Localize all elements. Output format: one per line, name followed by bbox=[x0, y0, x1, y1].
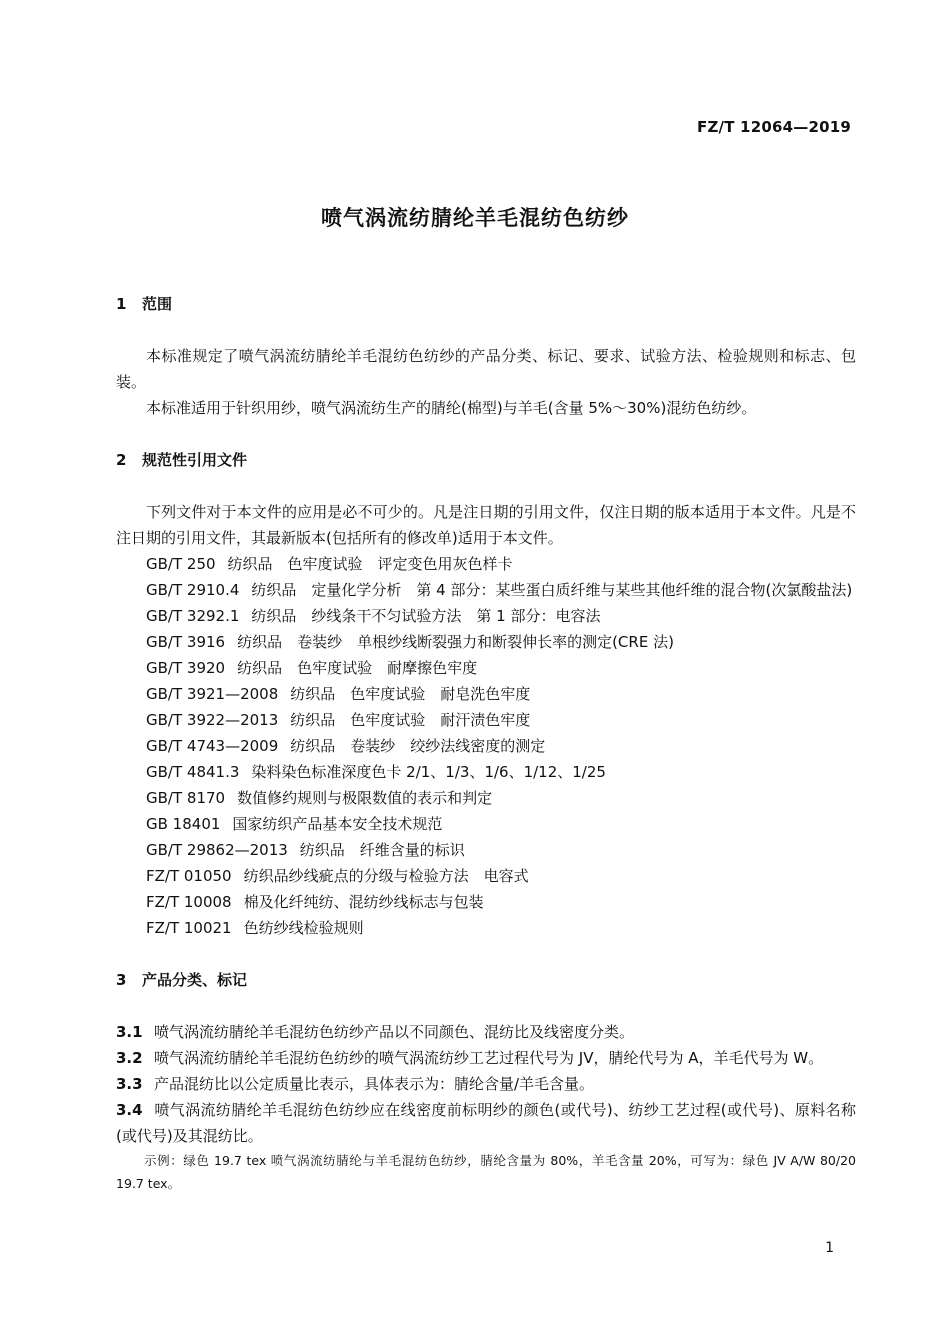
reference-item bbox=[116, 629, 856, 655]
section-2-heading bbox=[116, 447, 856, 473]
subclause-text: 喷气涡流纺腈纶羊毛混纺色纺纱产品以不同颜色、混纺比及线密度分类。 bbox=[154, 1023, 635, 1041]
section-1-number: 1 bbox=[116, 295, 127, 313]
reference-code: GB/T 250 bbox=[146, 555, 216, 573]
section-3-heading bbox=[116, 967, 856, 993]
section-1-paragraph: 本标准适用于针织用纱，喷气涡流纺生产的腈纶(棉型)与羊毛(含量 5%～30%)混纺色纺纱。 bbox=[146, 399, 757, 417]
subclause-item bbox=[116, 1045, 856, 1071]
subclause-number: 3.4 bbox=[116, 1101, 143, 1119]
example-note: 示例：绿色 19.7 tex 喷气涡流纺腈纶与羊毛混纺色纺纱，腈纶含量为 80%，羊毛含量 20%，可写为：绿色 JV A/W 80/20 19.7 tex。 bbox=[116, 1153, 856, 1191]
reference-code: GB/T 3921—2008 bbox=[146, 685, 279, 703]
reference-code: FZ/T 10021 bbox=[146, 919, 232, 937]
section-1-heading bbox=[116, 291, 856, 317]
subclause-item bbox=[116, 1097, 856, 1149]
reference-code: GB/T 3916 bbox=[146, 633, 226, 651]
reference-title: 色纺纱线检验规则 bbox=[243, 919, 364, 937]
standard-code: FZ/T 12064—2019 bbox=[697, 118, 851, 136]
document-body bbox=[116, 291, 856, 1195]
page-number: 1 bbox=[825, 1240, 834, 1256]
reference-item bbox=[116, 577, 856, 603]
reference-title: 纺织品 定量化学分析 第 4 部分：某些蛋白质纤维与某些其他纤维的混合物(次氯酸盐法) bbox=[251, 581, 853, 599]
reference-code: GB/T 8170 bbox=[146, 789, 226, 807]
reference-code: FZ/T 01050 bbox=[146, 867, 232, 885]
reference-code: GB/T 3922—2013 bbox=[146, 711, 279, 729]
reference-code: GB/T 3920 bbox=[146, 659, 226, 677]
reference-title: 纺织品 色牢度试验 评定变色用灰色样卡 bbox=[227, 555, 513, 573]
reference-code: GB 18401 bbox=[146, 815, 221, 833]
reference-title: 数值修约规则与极限数值的表示和判定 bbox=[237, 789, 493, 807]
reference-item bbox=[116, 733, 856, 759]
subclause-text: 喷气涡流纺腈纶羊毛混纺色纺纱的喷气涡流纺纱工艺过程代号为 JV，腈纶代号为 A，羊毛代号为 W。 bbox=[154, 1049, 824, 1067]
section-2-intro: 下列文件对于本文件的应用是必不可少的。凡是注日期的引用文件，仅注日期的版本适用于本文件。凡是不注日期的引用文件，其最新版本(包括所有的修改单)适用于本文件。 bbox=[116, 503, 856, 547]
reference-item bbox=[116, 863, 856, 889]
reference-code: FZ/T 10008 bbox=[146, 893, 232, 911]
reference-title: 染料染色标准深度色卡 2/1、1/3、1/6、1/12、1/25 bbox=[251, 763, 606, 781]
reference-title: 纺织品纱线疵点的分级与检验方法 电容式 bbox=[243, 867, 529, 885]
reference-code: GB/T 29862—2013 bbox=[146, 841, 288, 859]
reference-item bbox=[116, 915, 856, 941]
reference-title: 国家纺织产品基本安全技术规范 bbox=[232, 815, 443, 833]
reference-code: GB/T 4743—2009 bbox=[146, 737, 279, 755]
subclause-item bbox=[116, 1019, 856, 1045]
reference-title: 纺织品 卷装纱 绞纱法线密度的测定 bbox=[290, 737, 546, 755]
reference-item bbox=[116, 837, 856, 863]
subclause-number: 3.1 bbox=[116, 1023, 143, 1041]
reference-title: 纺织品 色牢度试验 耐汗渍色牢度 bbox=[290, 711, 531, 729]
reference-title: 纺织品 色牢度试验 耐皂洗色牢度 bbox=[290, 685, 531, 703]
reference-title: 纺织品 纤维含量的标识 bbox=[299, 841, 465, 859]
reference-item bbox=[116, 655, 856, 681]
reference-item bbox=[116, 603, 856, 629]
section-1-title: 范围 bbox=[142, 295, 173, 313]
reference-item bbox=[116, 889, 856, 915]
reference-title: 纺织品 纱线条干不匀试验方法 第 1 部分：电容法 bbox=[251, 607, 601, 625]
reference-code: GB/T 2910.4 bbox=[146, 581, 240, 599]
subclause-item bbox=[116, 1071, 856, 1097]
section-3-number: 3 bbox=[116, 971, 127, 989]
reference-item bbox=[116, 785, 856, 811]
subclause-number: 3.2 bbox=[116, 1049, 143, 1067]
reference-code: GB/T 3292.1 bbox=[146, 607, 240, 625]
reference-title: 纺织品 卷装纱 单根纱线断裂强力和断裂伸长率的测定(CRE 法) bbox=[237, 633, 674, 651]
reference-code: GB/T 4841.3 bbox=[146, 763, 240, 781]
section-1-paragraph: 本标准规定了喷气涡流纺腈纶羊毛混纺色纺纱的产品分类、标记、要求、试验方法、检验规则和标志、包装。 bbox=[116, 347, 856, 391]
section-3-title: 产品分类、标记 bbox=[142, 971, 248, 989]
reference-title: 纺织品 色牢度试验 耐摩擦色牢度 bbox=[237, 659, 478, 677]
reference-item bbox=[116, 551, 856, 577]
reference-item bbox=[116, 707, 856, 733]
section-2-number: 2 bbox=[116, 451, 127, 469]
reference-item bbox=[116, 681, 856, 707]
reference-item bbox=[116, 759, 856, 785]
section-2-title: 规范性引用文件 bbox=[142, 451, 248, 469]
subclause-text: 喷气涡流纺腈纶羊毛混纺色纺纱应在线密度前标明纱的颜色(或代号)、纺纱工艺过程(或代号)、原料名称(或代号)及其混纺比。 bbox=[116, 1101, 856, 1145]
reference-title: 棉及化纤纯纺、混纺纱线标志与包装 bbox=[243, 893, 484, 911]
subclause-number: 3.3 bbox=[116, 1075, 143, 1093]
reference-item bbox=[116, 811, 856, 837]
document-title: 喷气涡流纺腈纶羊毛混纺色纺纱 bbox=[321, 206, 629, 230]
subclause-text: 产品混纺比以公定质量比表示，具体表示为：腈纶含量/羊毛含量。 bbox=[154, 1075, 595, 1093]
